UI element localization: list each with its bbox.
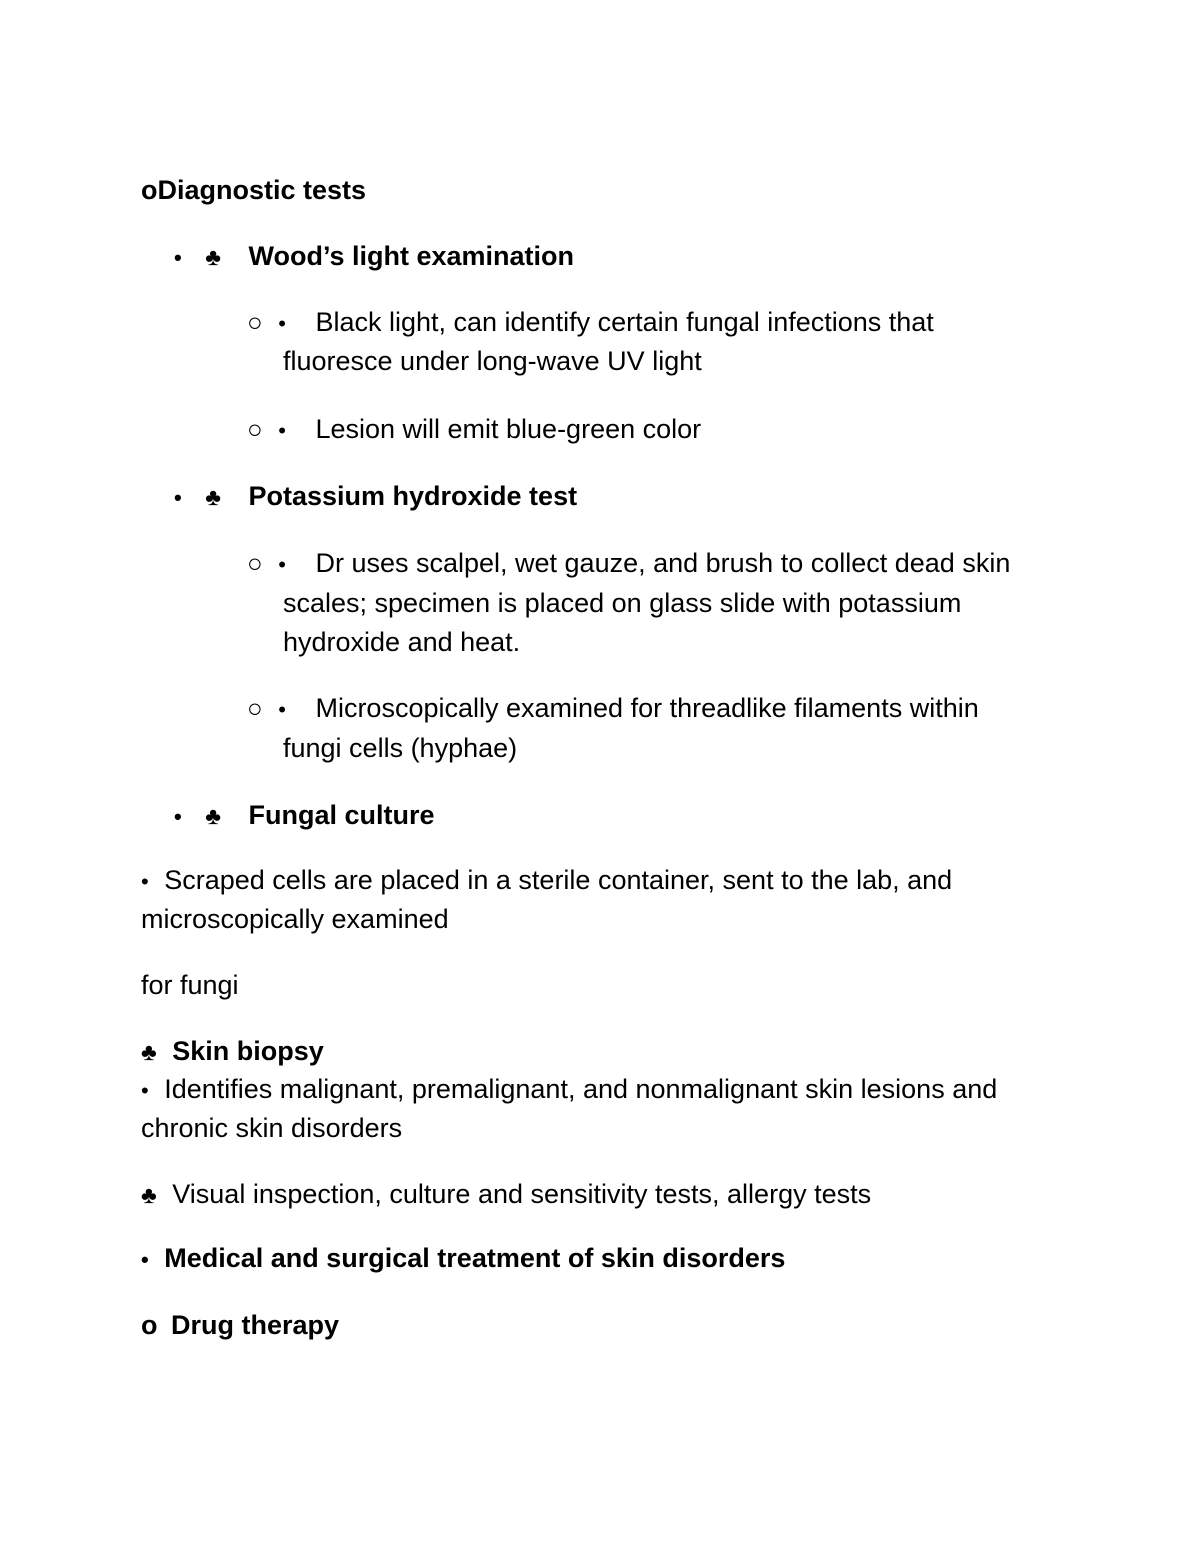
bullet-dot: • <box>278 697 286 722</box>
club-icon: ♣ <box>141 1182 157 1209</box>
item-text-continuation: fluoresce under long-wave UV light <box>283 346 702 376</box>
section-title: Medical and surgical treatment of skin disorders <box>164 1243 786 1273</box>
item-text: Dr uses scalpel, wet gauze, and brush to collect dead skin <box>315 548 1011 578</box>
heading-marker: o <box>141 1310 158 1340</box>
bullet-dot: • <box>278 311 286 336</box>
section-title: Potassium hydroxide test <box>248 481 578 511</box>
club-icon: ♣ <box>205 484 221 511</box>
item-text-continuation: scales; specimen is placed on glass slide with potassium <box>283 588 962 618</box>
ring-bullet: ○ <box>247 414 263 444</box>
heading-text: Diagnostic tests <box>157 175 367 205</box>
bullet-dot: • <box>141 869 149 894</box>
note-text-continuation: for fungi <box>141 970 239 1000</box>
item-text-continuation: fungi cells (hyphae) <box>283 733 518 763</box>
section-fungal-culture <box>174 797 435 835</box>
club-icon: ♣ <box>141 1039 157 1066</box>
club-icon: ♣ <box>205 803 221 830</box>
note-text: Scraped cells are placed in a sterile container, sent to the lab, and <box>164 865 953 895</box>
description-text-continuation: chronic skin disorders <box>141 1113 403 1143</box>
item-text: Black light, can identify certain fungal infections that <box>315 307 934 337</box>
note-text-continuation: microscopically examined <box>141 904 449 934</box>
section-title: Wood’s light examination <box>248 241 575 271</box>
item-text: Microscopically examined for threadlike filaments within <box>315 693 979 723</box>
list-item <box>247 545 1010 583</box>
item-text-continuation: hydroxide and heat. <box>283 627 521 657</box>
bullet-dot: • <box>141 1247 149 1272</box>
culture-note <box>141 862 952 900</box>
ring-bullet: ○ <box>247 693 263 723</box>
section-title: Drug therapy <box>171 1310 340 1340</box>
bullet-dot: • <box>278 418 286 443</box>
list-item <box>247 690 979 728</box>
description-text: Identifies malignant, premalignant, and nonmalignant skin lesions and <box>164 1074 998 1104</box>
bullet-dot: • <box>174 245 182 270</box>
heading-marker: o <box>141 175 158 205</box>
biopsy-description <box>141 1071 997 1109</box>
section-koh-test <box>174 478 577 516</box>
bullet-dot: • <box>174 485 182 510</box>
list-item <box>247 411 701 449</box>
list-item <box>247 304 934 342</box>
bullet-dot: • <box>174 804 182 829</box>
section-title: Skin biopsy <box>172 1036 324 1066</box>
bullet-dot: • <box>278 552 286 577</box>
section-skin-biopsy <box>141 1033 324 1071</box>
section-heading <box>141 172 366 208</box>
item-text: Lesion will emit blue-green color <box>315 414 702 444</box>
ring-bullet: ○ <box>247 307 263 337</box>
bullet-dot: • <box>141 1078 149 1103</box>
section-treatment <box>141 1240 785 1278</box>
ring-bullet: ○ <box>247 548 263 578</box>
section-title: Fungal culture <box>248 800 435 830</box>
visual-text: Visual inspection, culture and sensitivity tests, allergy tests <box>172 1179 872 1209</box>
section-woods-light <box>174 238 574 276</box>
section-drug-therapy <box>141 1307 339 1343</box>
visual-inspection-line <box>141 1176 871 1214</box>
club-icon: ♣ <box>205 244 221 271</box>
